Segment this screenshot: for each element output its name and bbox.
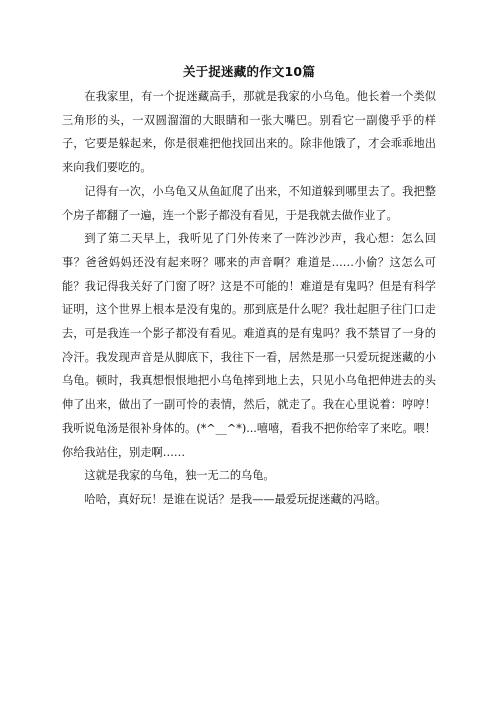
document-page [62, 62, 436, 512]
paragraph-4: 这就是我家的乌龟，独一无二的乌龟。 [84, 469, 275, 483]
paragraph-3: 到了第二天早上，我听见了门外传来了一阵沙沙声，我心想：怎么回事？爸爸妈妈还没有起来呀？哪来的声音啊？难道是……小偷？这怎么可能？我记得我关好了门窗了呀？这是不可能的！难道是有鬼吗？但是有科学证明，这个世界上根本是没有鬼的。那到底是什么呢？我壮起胆子往门口走去，可是我连一个影子都没有看见。难道真的是有鬼吗？我不禁冒了一身的冷汗。我发现声音是从脚底下，我往下一看，居然是那一只爱玩捉迷藏的小乌龟。顿时，我真想恨恨地把小乌龟摔到地上去，只见小乌龟把伸进去的头伸了出来，做出了一副可怜的表情，然后，就走了。我在心里说着：哼哼！我听说龟汤是很补身体的。(*^__^*)...嘻嘻，看我不把你给宰了来吃。喂！你给我站住，别走啊…… [62, 232, 436, 459]
paragraph-1: 在我家里，有一个捉迷藏高手，那就是我家的小乌龟。他长着一个类似三角形的头，一双圆溜溜的大眼睛和一张大嘴巴。别看它一副傻乎乎的样子，它要是躲起来，你是很难把他找回出来的。除非他饿了，才会乖乖地出来向我们要吃的。 [62, 90, 436, 175]
document-title: 关于捉迷藏的作文10篇 [182, 64, 316, 79]
paragraph-2: 记得有一次，小乌龟又从鱼缸爬了出来，不知道躲到哪里去了。我把整个房子都翻了一遍，连一个影子都没有看见，于是我就去做作业了。 [62, 184, 436, 222]
paragraph-5: 哈哈，真好玩！是谁在说话？是我——最爱玩捉迷藏的冯晗。 [84, 492, 387, 506]
